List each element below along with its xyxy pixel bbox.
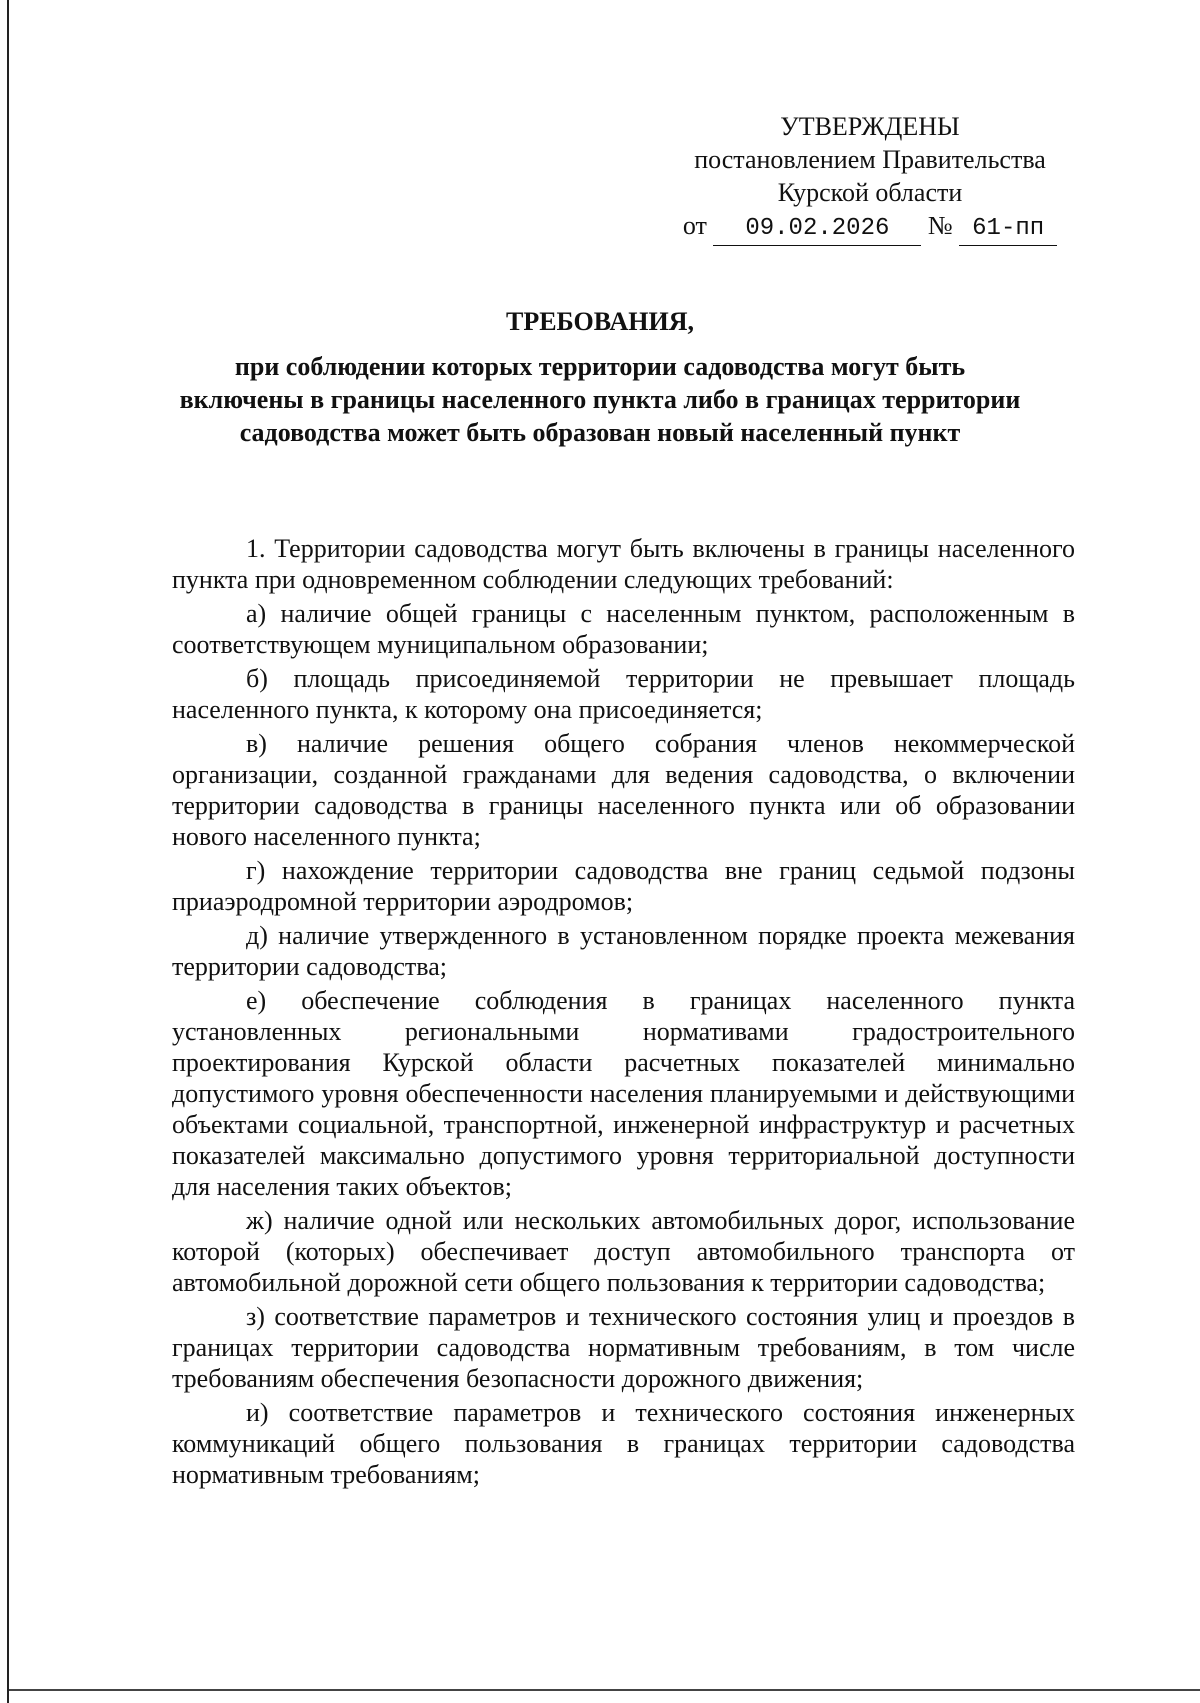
item-d: д) наличие утвержденного в установленном порядке проекта межевания территории садоводства; (172, 921, 1075, 981)
title-main: ТРЕБОВАНИЯ, (505, 307, 694, 336)
item-a: а) наличие общей границы с населенным пунктом, расположенным в соответствующем муниципальном образовании; (172, 599, 1075, 659)
item-b: б) площадь присоединяемой территории не превышает площадь населенного пункта, к которому она присоединяется; (172, 664, 1075, 724)
item-v: в) наличие решения общего собрания членов некоммерческой организации, созданной гражданами для ведения садоводства, о включении территории садоводства в границы населенного пункта или об образовании нового населенного пункта; (172, 729, 1075, 851)
date-prefix: от (682, 211, 707, 240)
approval-date-line (660, 209, 1080, 246)
approval-date: 09.02.2026 (713, 212, 921, 246)
paragraph-1: 1. Территории садоводства могут быть включены в границы населенного пункта при одновременном соблюдении следующих требований: (172, 534, 1075, 594)
approval-stamp: УТВЕРЖДЕНЫ (780, 112, 960, 141)
document-body (172, 533, 1075, 1493)
title-subtitle: при соблюдении которых территории садоводства могут быть включены в границы населенного пункта либо в границах территории садоводства может быть образован новый населенный пункт (179, 352, 1021, 447)
item-g: г) нахождение территории садоводства вне границ седьмой подзоны приаэродромной территории аэродромов; (172, 856, 1075, 916)
item-i: и) соответствие параметров и технического состояния инженерных коммуникаций общего пользования в границах территории садоводства нормативным требованиям; (172, 1398, 1075, 1489)
document-title (170, 305, 1030, 449)
approval-block (660, 110, 1080, 246)
approval-number: 61-пп (959, 212, 1057, 246)
approval-line-2: Курской области (777, 178, 963, 207)
item-zh: ж) наличие одной или нескольких автомобильных дорог, использование которой (которых) обеспечивает доступ автомобильного транспорта от автомобильной дорожной сети общего пользования к территории садоводства; (172, 1206, 1075, 1297)
item-e: е) обеспечение соблюдения в границах населенного пункта установленных региональными нормативами градостроительного проектирования Курской области расчетных показателей минимально допустимого уровня обеспеченности населения планируемыми и действующими объектами социальной, транспортной, инженерной инфраструктур и расчетных показателей максимально допустимого уровня территориальной доступности для населения таких объектов; (172, 986, 1075, 1201)
scan-border-bottom (9, 1689, 1200, 1691)
scan-border-left (7, 0, 9, 1703)
approval-line-1: постановлением Правительства (694, 145, 1046, 174)
number-prefix: № (927, 211, 953, 240)
item-z: з) соответствие параметров и технического состояния улиц и проездов в границах территории садоводства нормативным требованиям, в том числе требованиям обеспечения безопасности дорожного движения; (172, 1302, 1075, 1393)
